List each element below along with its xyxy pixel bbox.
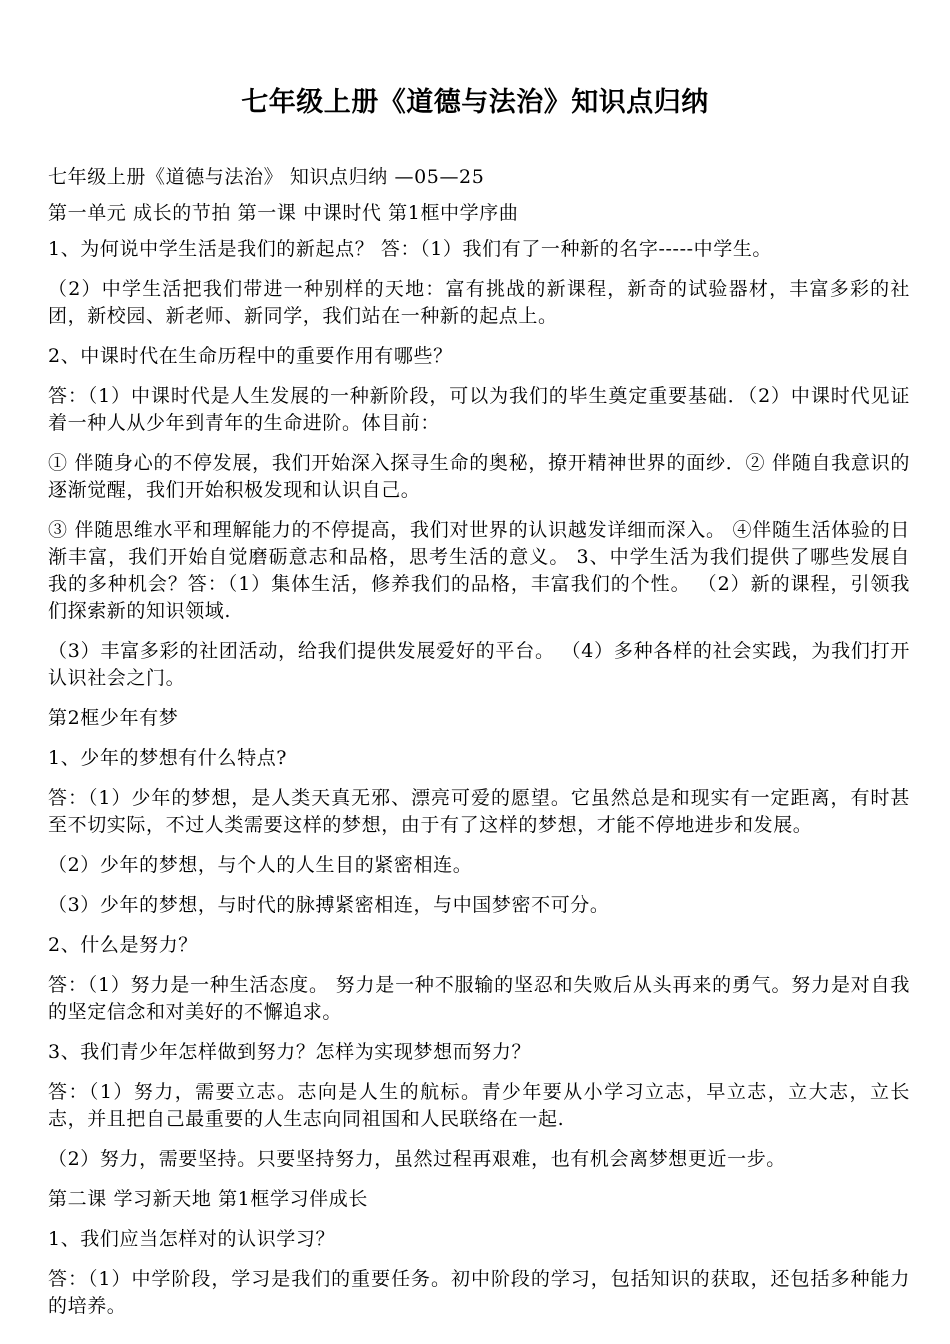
question-paragraph: 1、为何说中学生活是我们的新起点？ 答：（1）我们有了一种新的名字-----中学生。	[48, 238, 773, 260]
answer-paragraph: （3）丰富多彩的社团活动，给我们提供发展爱好的平台。 （4）多种各样的社会实践，为我们打开认识社会之门。	[48, 640, 910, 689]
answer-paragraph: 答：（1）努力是一种生活态度。 努力是一种不服输的坚忍和失败后从头再来的勇气。努力是对自我的坚定信念和对美好的不懈追求。	[48, 974, 910, 1023]
answer-paragraph: （2）少年的梦想，与个人的人生目的紧密相连。	[48, 854, 473, 876]
document-body	[48, 164, 910, 1333]
question-paragraph: 2、什么是努力？	[48, 934, 198, 956]
answer-paragraph: ① 伴随身心的不停发展，我们开始深入探寻生命的奥秘，撩开精神世界的面纱．② 伴随自我意识的逐渐觉醒，我们开始积极发现和认识自己。	[48, 452, 910, 501]
answer-paragraph: 答：（1）中课时代是人生发展的一种新阶段，可以为我们的毕生奠定重要基础．（2）中课时代见证着一种人从少年到青年的生命进阶。体目前：	[48, 385, 910, 434]
question-paragraph: 1、我们应当怎样对的认识学习？	[48, 1228, 336, 1250]
document-subtitle: 七年级上册《道德与法治》 知识点归纳 —05—25	[48, 166, 485, 188]
section-heading: 第2框少年有梦	[48, 707, 179, 729]
document-title: 七年级上册《道德与法治》知识点归纳	[241, 87, 709, 118]
section-heading: 第二课 学习新天地 第1框学习伴成长	[48, 1188, 368, 1210]
answer-paragraph: 答：（1）少年的梦想，是人类天真无邪、漂亮可爱的愿望。它虽然总是和现实有一定距离，有时甚至不切实际，不过人类需要这样的梦想，由于有了这样的梦想，才能不停地进步和发展。	[48, 787, 910, 836]
question-paragraph: 3、我们青少年怎样做到努力？怎样为实现梦想而努力？	[48, 1041, 532, 1063]
question-paragraph: 2、中课时代在生命历程中的重要作用有哪些？	[48, 345, 453, 367]
answer-paragraph: （3）少年的梦想，与时代的脉搏紧密相连，与中国梦密不可分。	[48, 894, 610, 916]
answer-paragraph: （2）中学生活把我们带进一种别样的天地：富有挑战的新课程，新奇的试验器材，丰富多彩的社团，新校园、新老师、新同学，我们站在一种新的起点上。	[48, 278, 910, 327]
question-paragraph: 1、少年的梦想有什么特点?	[48, 747, 288, 769]
section-heading: 第一单元 成长的节拍 第一课 中课时代 第1框中学序曲	[48, 202, 519, 224]
answer-paragraph: （2）努力，需要坚持。只要坚持努力，虽然过程再艰难，也有机会离梦想更近一步。	[48, 1148, 786, 1170]
answer-paragraph: ③ 伴随思维水平和理解能力的不停提高，我们对世界的认识越发详细而深入。 ④伴随生活体验的日渐丰富，我们开始自觉磨砺意志和品格，思考生活的意义。 3、中学生活为我们提供了哪些发展自我的多种机会？答：（1）集体生活，修养我们的品格，丰富我们的个性。 （2）新的课程，引领我们探索新的知识领域.	[48, 519, 910, 622]
answer-paragraph: 答：（1）努力，需要立志。志向是人生的航标。青少年要从小学习立志，早立志，立大志，立长志，并且把自己最重要的人生志向同祖国和人民联络在一起.	[48, 1081, 910, 1130]
answer-paragraph: 答：（1）中学阶段，学习是我们的重要任务。初中阶段的学习，包括知识的获取，还包括多种能力的培养。	[48, 1268, 910, 1317]
